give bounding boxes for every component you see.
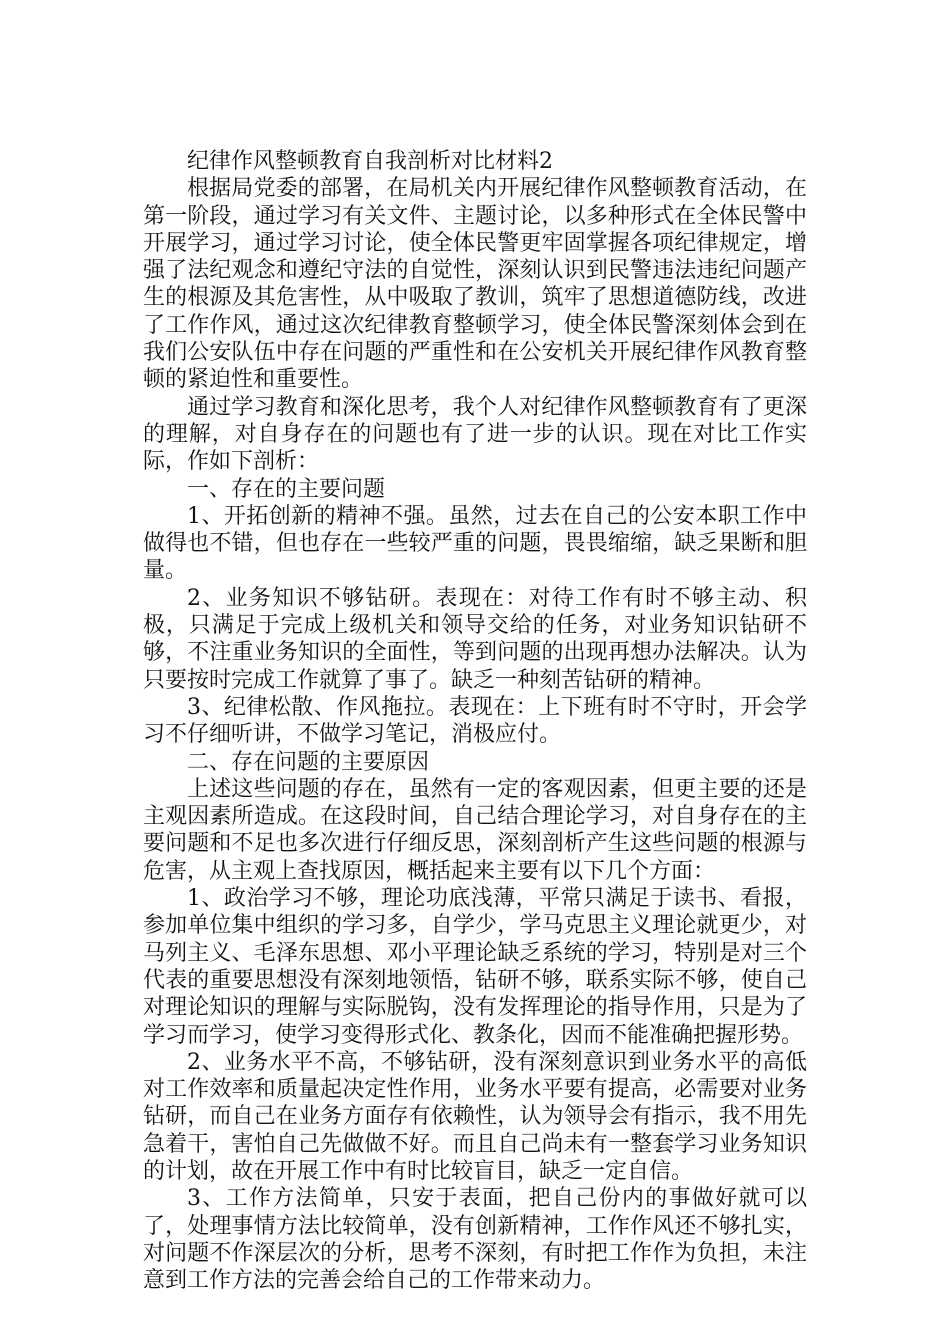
paragraph-cause-3: 3、工作方法简单，只安于表面，把自己份内的事做好就可以了，处理事情方法比较简单，没有创新精神，工作作风还不够扎实，对问题不作深层次的分析，思考不深刻，有时把工作作为负担，未注意到工作方法的完善会给自己的工作带来动力。	[143, 1186, 807, 1294]
paragraph-cause-2: 2、业务水平不高，不够钻研，没有深刻意识到业务水平的高低对工作效率和质量起决定性作用，业务水平要有提高，必需要对业务钻研，而自己在业务方面存有依赖性，认为领导会有指示，我不用先急着干，害怕自己先做做不好。而且自己尚未有一整套学习业务知识的计划，故在开展工作中有时比较盲目，缺乏一定自信。	[143, 1049, 807, 1184]
paragraph-analysis-intro: 通过学习教育和深化思考，我个人对纪律作风整顿教育有了更深的理解，对自身存在的问题也有了进一步的认识。现在对比工作实际，作如下剖析：	[143, 394, 807, 475]
document-title: 纪律作风整顿教育自我剖析对比材料2	[187, 149, 553, 174]
section-heading-main-causes: 二、存在问题的主要原因	[187, 749, 430, 775]
section-heading-main-problems: 一、存在的主要问题	[187, 476, 386, 502]
paragraph-problem-3: 3、纪律松散、作风拖拉。表现在：上下班有时不守时，开会学习不仔细听讲，不做学习笔记，消极应付。	[143, 694, 807, 748]
document-page	[143, 148, 807, 1294]
paragraph-problem-1: 1、开拓创新的精神不强。虽然，过去在自己的公安本职工作中做得也不错，但也存在一些较严重的问题，畏畏缩缩，缺乏果断和胆量。	[143, 503, 807, 584]
paragraph-problem-2: 2、业务知识不够钻研。表现在：对待工作有时不够主动、积极，只满足于完成上级机关和领导交给的任务，对业务知识钻研不够，不注重业务知识的全面性，等到问题的出现再想办法解决。认为只要按时完成工作就算了事了。缺乏一种刻苦钻研的精神。	[143, 585, 807, 693]
paragraph-intro: 根据局党委的部署，在局机关内开展纪律作风整顿教育活动，在第一阶段，通过学习有关文件、主题讨论，以多种形式在全体民警中开展学习，通过学习讨论，使全体民警更牢固掌握各项纪律规定，增强了法纪观念和遵纪守法的自觉性，深刻认识到民警违法违纪问题产生的根源及其危害性，从中吸取了教训，筑牢了思想道德防线，改进了工作作风，通过这次纪律教育整顿学习，使全体民警深刻体会到在我们公安队伍中存在问题的严重性和在公安机关开展纪律作风教育整顿的紧迫性和重要性。	[143, 176, 807, 393]
paragraph-causes-intro: 上述这些问题的存在，虽然有一定的客观因素，但更主要的还是主观因素所造成。在这段时间，自己结合理论学习，对自身存在的主要问题和不足也多次进行仔细反思，深刻剖析产生这些问题的根源与危害，从主观上查找原因，概括起来主要有以下几个方面：	[143, 776, 807, 884]
paragraph-cause-1: 1、政治学习不够，理论功底浅薄，平常只满足于读书、看报，参加单位集中组织的学习多，自学少，学马克思主义理论就更少，对马列主义、毛泽东思想、邓小平理论缺乏系统的学习，特别是对三个代表的重要思想没有深刻地领悟，钻研不够，联系实际不够，使自己对理论知识的理解与实际脱钩，没有发挥理论的指导作用，只是为了学习而学习，使学习变得形式化、教条化，因而不能准确把握形势。	[143, 886, 807, 1048]
